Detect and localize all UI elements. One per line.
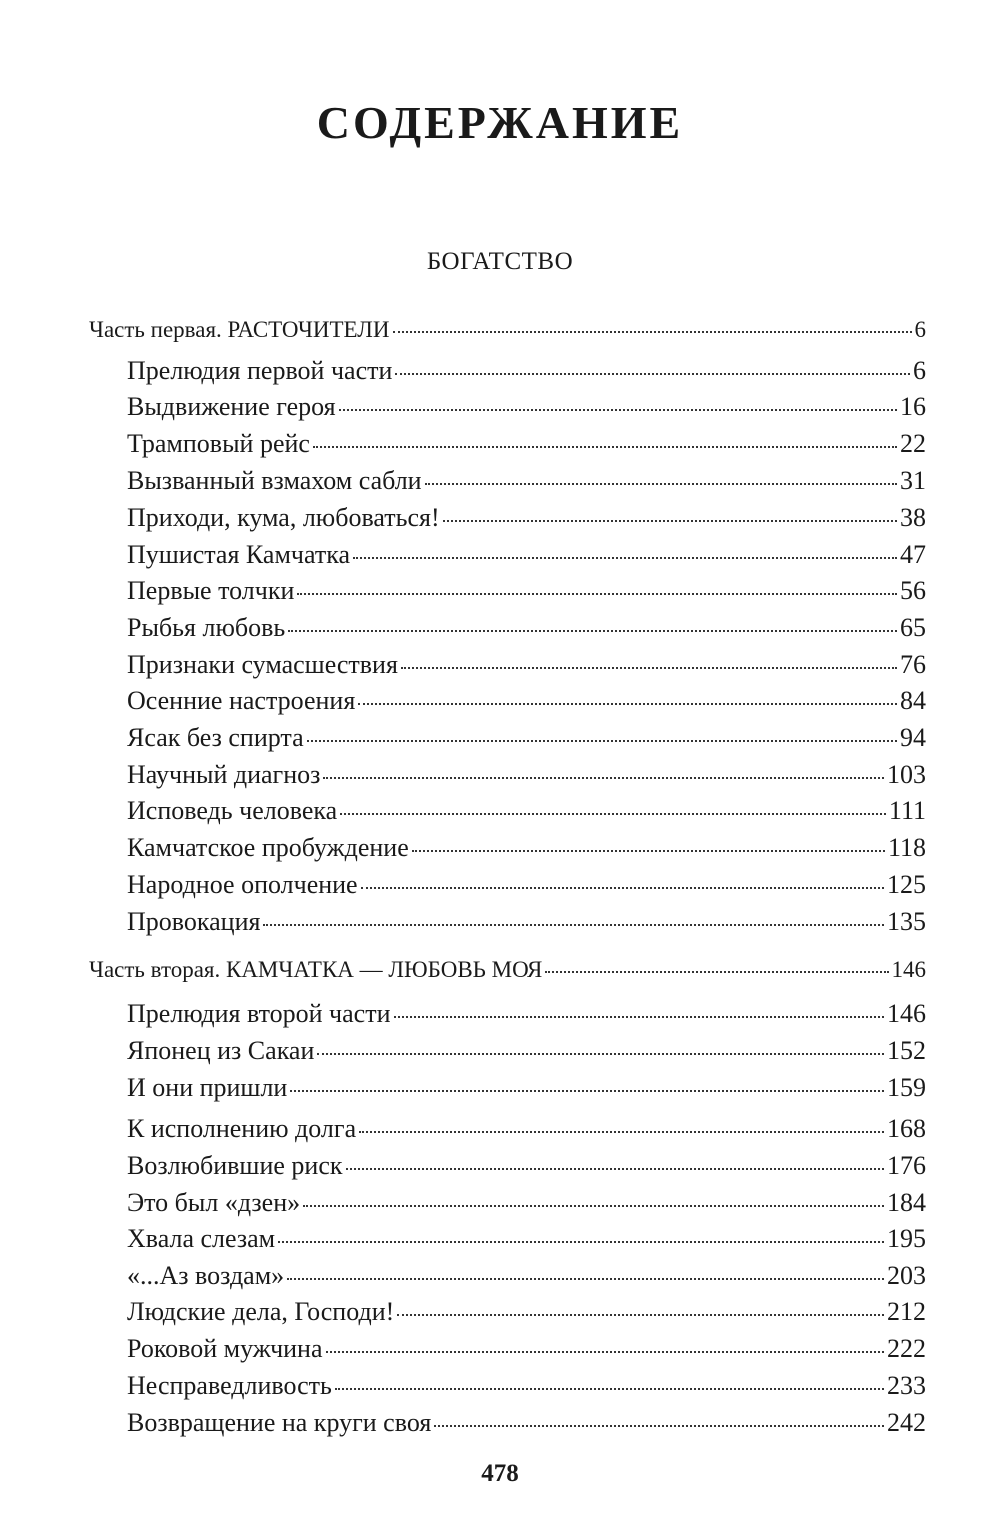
toc-chapter — [127, 1406, 926, 1440]
toc-chapter-page: 203 — [887, 1261, 926, 1290]
dot-leader — [297, 592, 897, 595]
toc-chapter-title: Несправедливость — [127, 1371, 332, 1400]
dot-leader — [290, 1089, 884, 1092]
toc-chapter — [127, 794, 926, 828]
dot-leader — [359, 1130, 884, 1133]
toc-chapter — [127, 354, 926, 388]
toc-chapter — [127, 574, 926, 608]
toc-chapter — [127, 1222, 926, 1256]
toc-chapter — [127, 538, 926, 572]
toc-chapter — [127, 1071, 926, 1105]
dot-leader — [425, 482, 897, 485]
toc-chapter-title: Возвращение на круги своя — [127, 1408, 432, 1437]
toc-chapter-title: Это был «дзен» — [127, 1188, 301, 1217]
dot-leader — [307, 739, 897, 742]
dot-leader — [394, 1015, 885, 1018]
toc-chapter-title: Камчатское пробуждение — [127, 833, 409, 862]
toc-chapter — [127, 1149, 926, 1183]
toc-chapter-title: Осенние настроения — [127, 686, 356, 715]
toc-chapter — [127, 1369, 926, 1403]
dot-leader — [340, 812, 886, 815]
toc-chapter-page: 94 — [900, 723, 926, 752]
toc-chapter — [127, 427, 926, 461]
dot-leader — [323, 776, 884, 779]
page-title: СОДЕРЖАНИЕ — [316, 97, 684, 148]
dot-leader — [317, 1052, 884, 1055]
toc-chapter-title: Рыбья любовь — [127, 613, 286, 642]
toc-chapter — [127, 868, 926, 902]
toc-part-page: 6 — [914, 317, 926, 342]
dot-leader — [263, 923, 884, 926]
toc-chapter-page: 159 — [887, 1073, 926, 1102]
toc-chapter-title: Приходи, кума, любоваться! — [127, 503, 440, 532]
toc-chapter-page: 222 — [887, 1334, 926, 1363]
toc-chapter-page: 47 — [900, 540, 926, 569]
toc-chapter-title: Первые толчки — [127, 576, 295, 605]
toc-part — [89, 953, 926, 987]
toc-chapter-title: К исполнению долга — [127, 1114, 357, 1143]
dot-leader — [393, 330, 912, 333]
toc-chapter-page: 168 — [887, 1114, 926, 1143]
dot-leader — [278, 1240, 884, 1243]
toc-chapter-page: 16 — [900, 392, 926, 421]
book-title: БОГАТСТВО — [426, 248, 574, 275]
toc-chapter-title: Научный диагноз — [127, 760, 321, 789]
toc-chapter-page: 135 — [887, 907, 926, 936]
toc-chapter-page: 176 — [887, 1151, 926, 1180]
toc-chapter — [127, 390, 926, 424]
dot-leader — [412, 849, 885, 852]
toc-chapter — [127, 905, 926, 939]
toc-chapter-title: Признаки сумасшествия — [127, 650, 398, 679]
toc-part-title: Часть вторая. КАМЧАТКА — ЛЮБОВЬ МОЯ — [89, 957, 543, 982]
toc-chapter-title: Роковой мужчина — [127, 1334, 323, 1363]
toc-chapter-title: Ясак без спирта — [127, 723, 304, 752]
dot-leader — [401, 666, 897, 669]
toc-chapter-title: Японец из Сакаи — [127, 1036, 315, 1065]
dot-leader — [335, 1387, 884, 1390]
dot-leader — [397, 1313, 884, 1316]
toc-chapter-title: Людские дела, Господи! — [127, 1297, 395, 1326]
toc-chapter-title: Прелюдия первой части — [127, 356, 393, 385]
toc-chapter-title: Вызванный взмахом сабли — [127, 466, 422, 495]
dot-leader — [443, 519, 897, 522]
dot-leader — [353, 556, 897, 559]
toc-chapter-title: Хвала слезам — [127, 1224, 276, 1253]
toc-chapter-title: Исповедь человека — [127, 796, 338, 825]
toc-chapter-page: 56 — [900, 576, 926, 605]
toc-chapter-page: 65 — [900, 613, 926, 642]
toc-chapter-title: Народное ополчение — [127, 870, 358, 899]
dot-leader — [287, 1277, 884, 1280]
dot-leader — [339, 408, 897, 411]
toc-chapter — [127, 831, 926, 865]
toc-chapter-page: 38 — [900, 503, 926, 532]
toc-chapter-page: 212 — [887, 1297, 926, 1326]
toc-chapter-page: 233 — [887, 1371, 926, 1400]
toc-chapter — [127, 1112, 926, 1146]
toc-chapter — [127, 1332, 926, 1366]
toc-part — [89, 313, 926, 347]
toc-chapter-page: 6 — [913, 356, 926, 385]
toc-chapter — [127, 1295, 926, 1329]
toc-chapter — [127, 648, 926, 682]
toc-chapter-page: 76 — [900, 650, 926, 679]
dot-leader — [346, 1167, 885, 1170]
toc-chapter — [127, 1034, 926, 1068]
toc-chapter-page: 125 — [887, 870, 926, 899]
toc-chapter-title: Провокация — [127, 907, 261, 936]
toc-chapter-page: 22 — [900, 429, 926, 458]
dot-leader — [361, 886, 884, 889]
dot-leader — [303, 1204, 884, 1207]
toc-chapter-title: Пушистая Камчатка — [127, 540, 351, 569]
toc-chapter-title: Трамповый рейс — [127, 429, 310, 458]
toc-chapter-title: Возлюбившие риск — [127, 1151, 343, 1180]
toc-chapter — [127, 1186, 926, 1220]
dot-leader — [326, 1350, 884, 1353]
toc-chapter-title: И они пришли — [127, 1073, 288, 1102]
toc-chapter-title: Выдвижение героя — [127, 392, 336, 421]
toc-chapter — [127, 501, 926, 535]
toc-chapter — [127, 684, 926, 718]
toc-chapter — [127, 997, 926, 1031]
toc-chapter-page: 111 — [888, 796, 926, 825]
toc-chapter-page: 242 — [887, 1408, 926, 1437]
toc-chapter — [127, 758, 926, 792]
toc-chapter-page: 184 — [887, 1188, 926, 1217]
dot-leader — [313, 445, 897, 448]
toc-chapter-page: 31 — [900, 466, 926, 495]
dot-leader — [434, 1424, 884, 1427]
toc-chapter-title: Прелюдия второй части — [127, 999, 391, 1028]
dot-leader — [288, 629, 897, 632]
toc-chapter-page: 146 — [887, 999, 926, 1028]
toc-chapter-page: 195 — [887, 1224, 926, 1253]
toc-part-page: 146 — [891, 957, 926, 982]
toc-chapter-page: 103 — [887, 760, 926, 789]
toc-chapter-title: «...Аз воздам» — [127, 1261, 285, 1290]
page-number: 478 — [481, 1460, 519, 1487]
toc-part-title: Часть первая. РАСТОЧИТЕЛИ — [89, 317, 390, 342]
dot-leader — [545, 970, 888, 973]
toc-chapter — [127, 611, 926, 645]
toc-chapter — [127, 721, 926, 755]
dot-leader — [358, 702, 897, 705]
toc-chapter — [127, 1259, 926, 1293]
toc-chapter-page: 152 — [887, 1036, 926, 1065]
toc-chapter-page: 118 — [887, 833, 926, 862]
dot-leader — [395, 372, 910, 375]
toc-chapter — [127, 464, 926, 498]
toc-chapter-page: 84 — [900, 686, 926, 715]
